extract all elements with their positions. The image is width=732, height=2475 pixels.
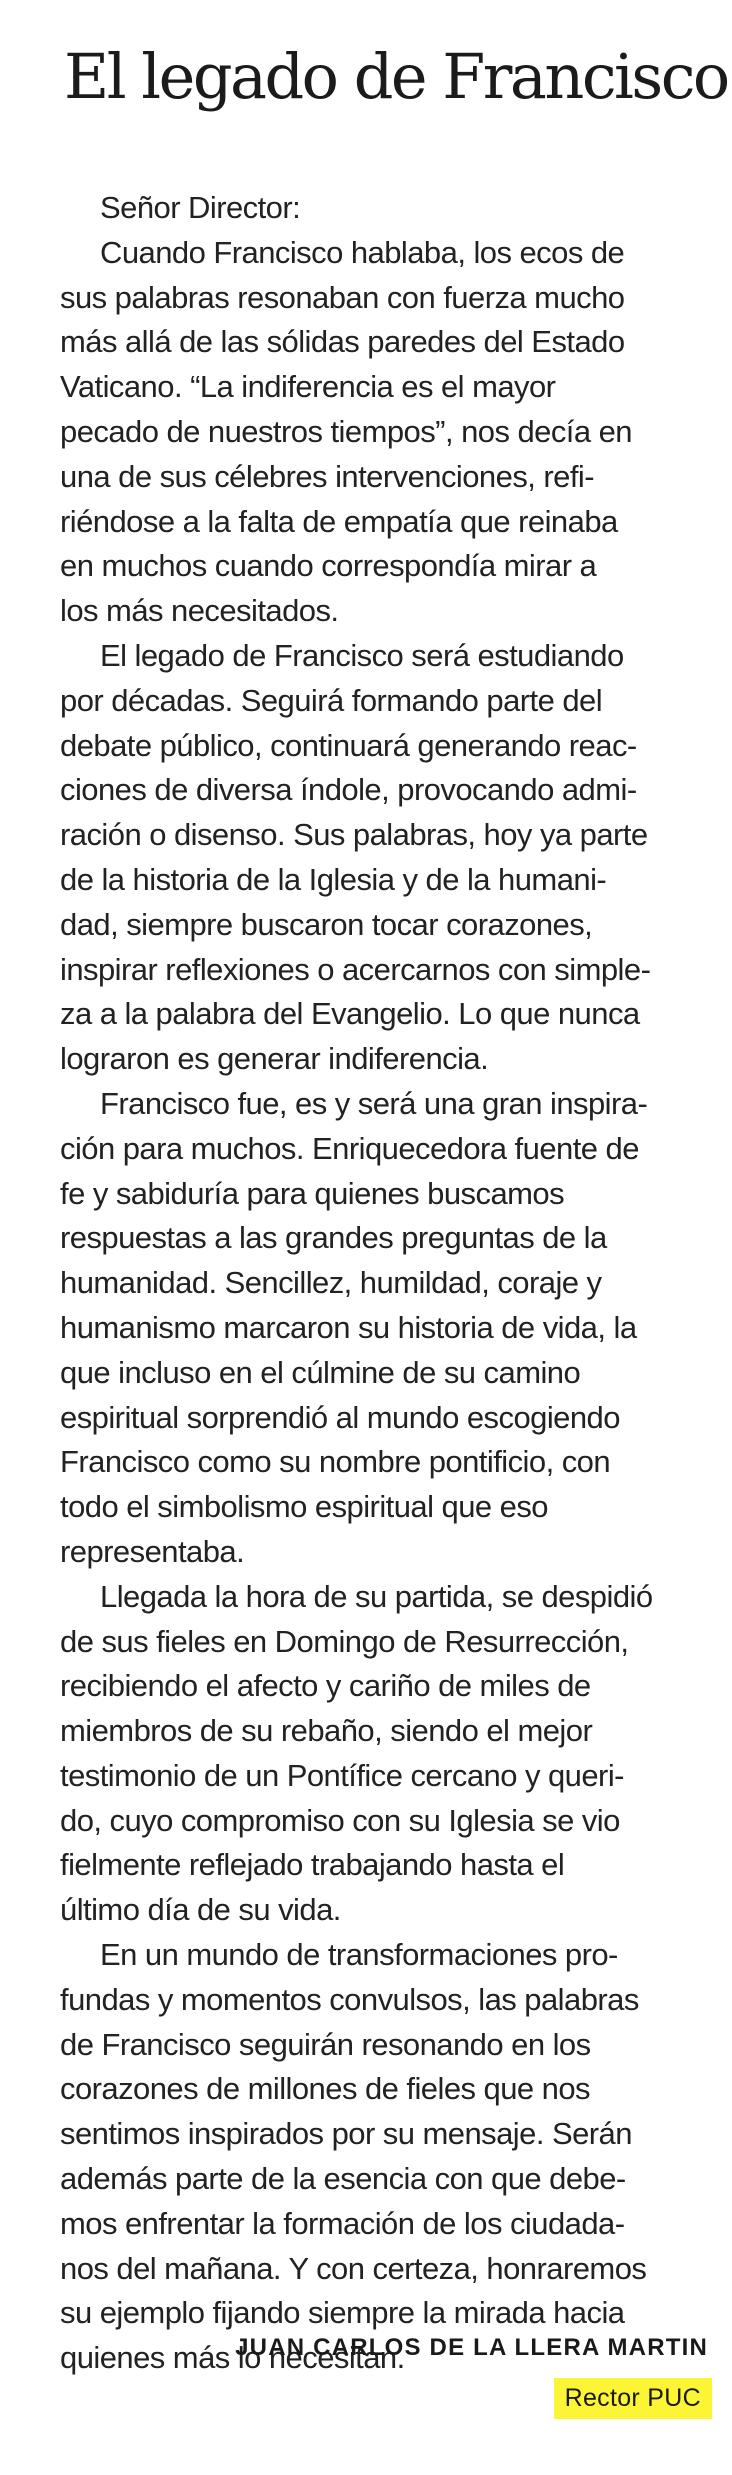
- paragraph-line: de Francisco seguirán resonando en los: [60, 2026, 591, 2062]
- paragraph-line: más allá de las sólidas paredes del Estado: [60, 324, 625, 360]
- letter-paragraph: [60, 1933, 712, 2381]
- paragraph-line: todo el simbolismo espiritual que eso: [60, 1489, 548, 1525]
- paragraph-line: miembros de su rebaño, siendo el mejor: [60, 1713, 593, 1749]
- letter-paragraph: [60, 634, 712, 1082]
- paragraph-line: Francisco fue, es y será una gran inspira-: [100, 1085, 648, 1121]
- paragraph-line: por décadas. Seguirá formando parte del: [60, 682, 603, 718]
- paragraph-line: En un mundo de transformaciones pro-: [100, 1937, 618, 1973]
- paragraph-line: humanismo marcaron su historia de vida, la: [60, 1309, 637, 1345]
- paragraph-line: Llegada la hora de su partida, se despidió: [100, 1578, 653, 1614]
- paragraph-line: Vaticano. “La indiferencia es el mayor: [60, 369, 556, 405]
- paragraph-line: respuestas a las grandes preguntas de la: [60, 1220, 607, 1256]
- paragraph-line: El legado de Francisco será estudiando: [100, 637, 624, 673]
- paragraph-line: además parte de la esencia con que debe-: [60, 2161, 626, 2197]
- paragraph-line: do, cuyo compromiso con su Iglesia se vio: [60, 1802, 620, 1838]
- paragraph-line: que incluso en el cúlmine de su camino: [60, 1354, 581, 1390]
- paragraph-line: espiritual sorprendió al mundo escogiendo: [60, 1399, 620, 1435]
- paragraph-line: representaba.: [60, 1533, 245, 1569]
- letter-headline: El legado de Francisco: [64, 40, 728, 113]
- paragraph-line: mos enfrentar la formación de los ciudada-: [60, 2205, 625, 2241]
- author-affiliation-highlighted: Rector PUC: [554, 2378, 712, 2419]
- letter-signature: JUAN CARLOS DE LA LLERA MARTIN: [235, 2334, 708, 2361]
- letter-paragraphs: [60, 231, 712, 2381]
- paragraph-line: quienes más lo necesitan.: [60, 2340, 405, 2376]
- paragraph-line: recibiendo el afecto y cariño de miles de: [60, 1668, 591, 1704]
- paragraph-line: testimonio de un Pontífice cercano y queri-: [60, 1757, 624, 1793]
- paragraph-line: su ejemplo fijando siempre la mirada hacia: [60, 2295, 625, 2331]
- paragraph-line: debate público, continuará generando reac-: [60, 727, 637, 763]
- paragraph-line: fielmente reflejado trabajando hasta el: [60, 1847, 565, 1883]
- paragraph-line: los más necesitados.: [60, 593, 339, 629]
- letter-salutation: Señor Director:: [100, 190, 301, 225]
- paragraph-line: pecado de nuestros tiempos”, nos decía en: [60, 413, 632, 449]
- paragraph-line: lograron es generar indiferencia.: [60, 1041, 489, 1077]
- paragraph-line: dad, siempre buscaron tocar corazones,: [60, 906, 593, 942]
- paragraph-line: za a la palabra del Evangelio. Lo que nunca: [60, 996, 640, 1032]
- paragraph-line: de sus fieles en Domingo de Resurrección,: [60, 1623, 629, 1659]
- paragraph-line: riéndose a la falta de empatía que reinaba: [60, 503, 618, 539]
- paragraph-line: ción para muchos. Enriquecedora fuente de: [60, 1130, 639, 1166]
- paragraph-line: Cuando Francisco hablaba, los ecos de: [100, 234, 625, 270]
- paragraph-line: Francisco como su nombre pontificio, con: [60, 1444, 611, 1480]
- paragraph-line: humanidad. Sencillez, humildad, coraje y: [60, 1265, 602, 1301]
- paragraph-line: una de sus célebres intervenciones, refi-: [60, 458, 595, 494]
- letter-body: [60, 186, 712, 2381]
- paragraph-line: de la historia de la Iglesia y de la humani-: [60, 861, 607, 897]
- letter-paragraph: [60, 231, 712, 634]
- paragraph-line: corazones de millones de fieles que nos: [60, 2071, 590, 2107]
- paragraph-line: ración o disenso. Sus palabras, hoy ya parte: [60, 817, 648, 853]
- paragraph-line: fundas y momentos convulsos, las palabras: [60, 1981, 639, 2017]
- letter-paragraph: [60, 1575, 712, 1933]
- paragraph-line: sentimos inspirados por su mensaje. Serán: [60, 2116, 632, 2152]
- paragraph-line: nos del mañana. Y con certeza, honraremos: [60, 2250, 647, 2286]
- paragraph-line: sus palabras resonaban con fuerza mucho: [60, 279, 625, 315]
- paragraph-line: inspirar reflexiones o acercarnos con simple-: [60, 951, 651, 987]
- paragraph-line: fe y sabiduría para quienes buscamos: [60, 1175, 565, 1211]
- letter-paragraph: [60, 1082, 712, 1575]
- paragraph-line: ciones de diversa índole, provocando admi-: [60, 772, 637, 808]
- paragraph-line: último día de su vida.: [60, 1892, 341, 1928]
- paragraph-line: en muchos cuando correspondía mirar a: [60, 548, 597, 584]
